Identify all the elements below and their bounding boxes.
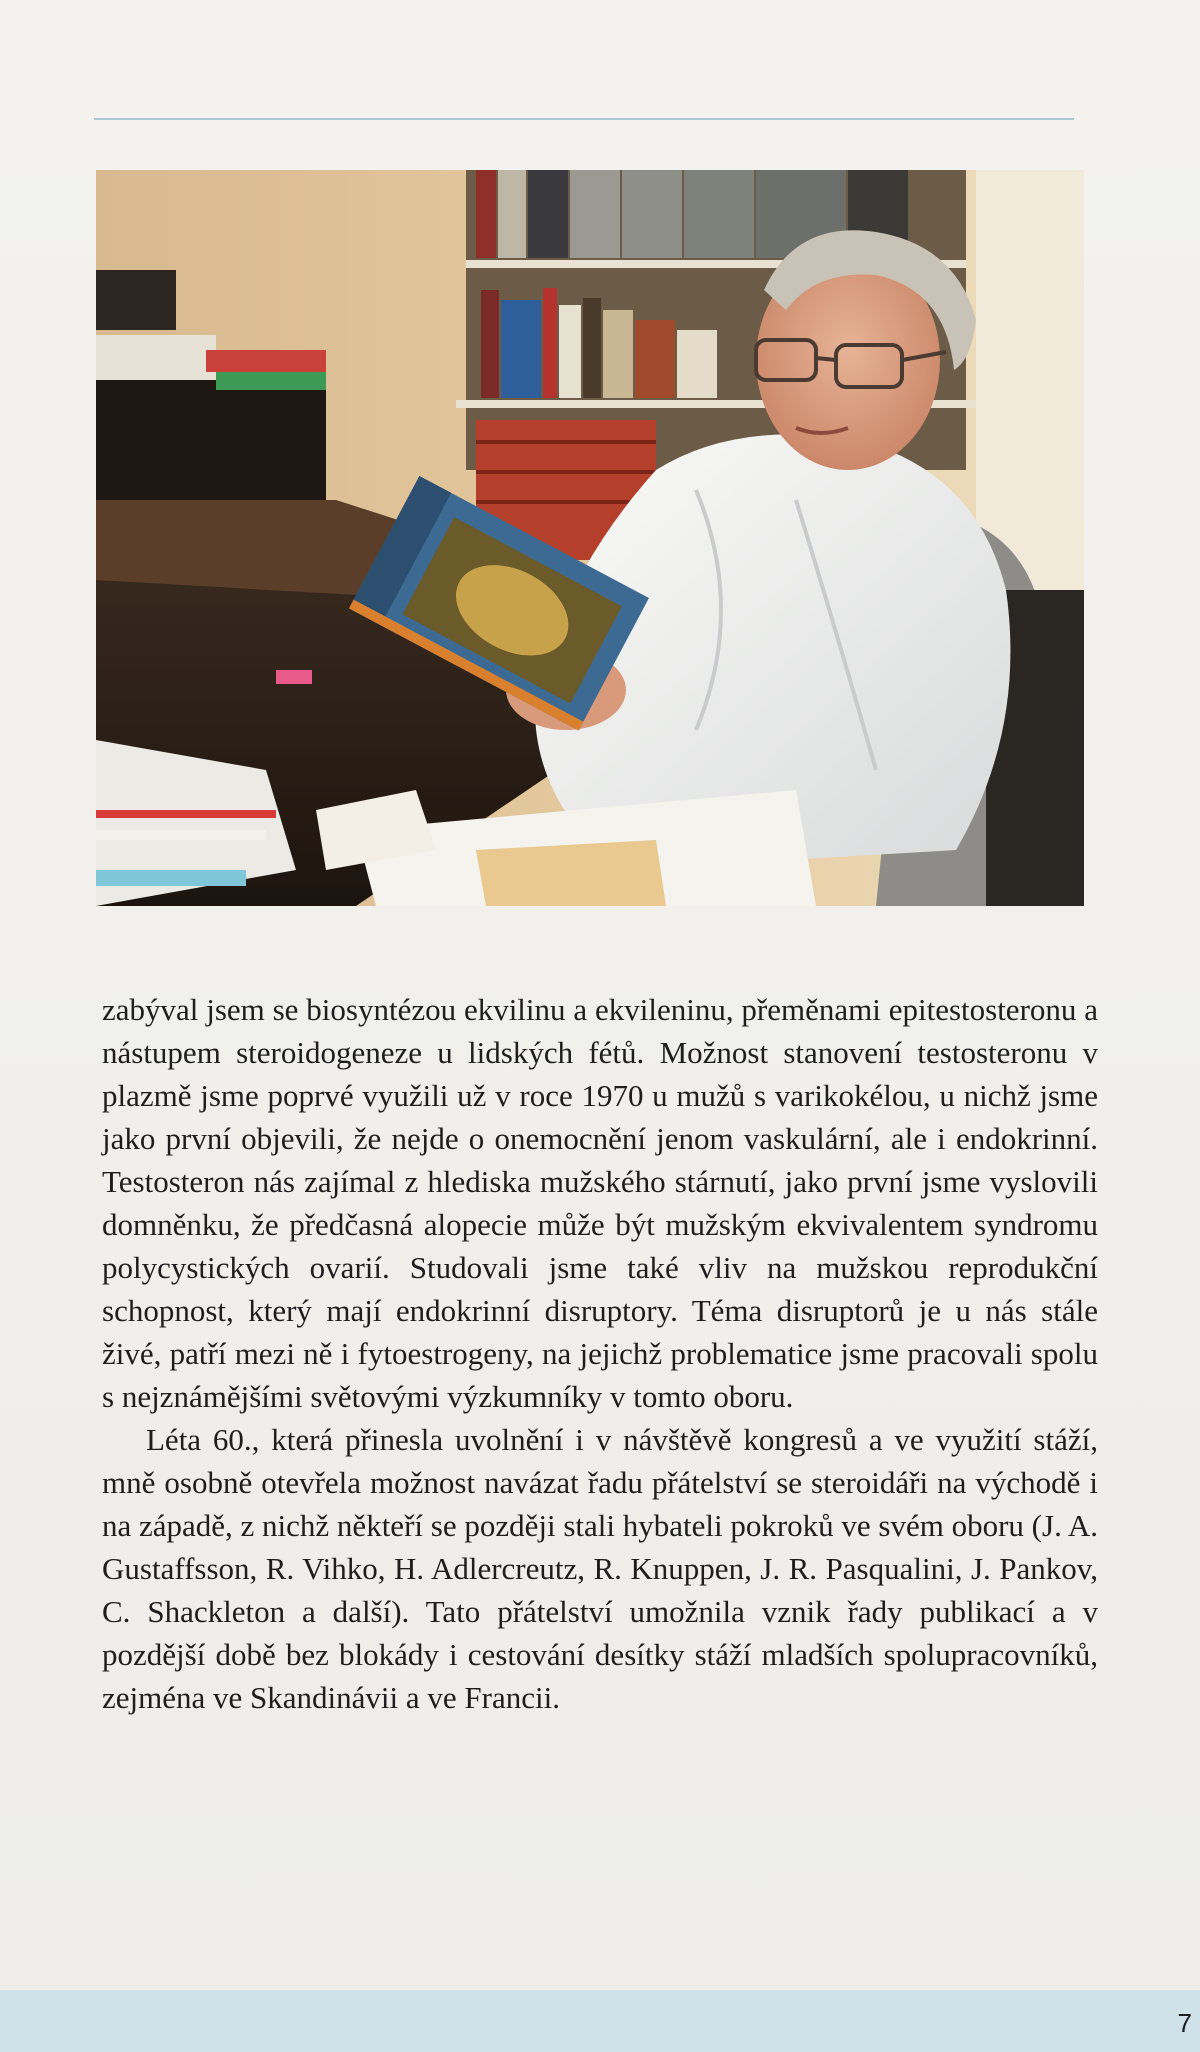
- body-text: [102, 988, 1098, 1719]
- top-divider-rule: [94, 118, 1074, 120]
- paragraph-2: Léta 60., která přinesla uvolnění i v návštěvě kongresů a ve využití stáží, mně osobně otevřela možnost navázat řadu přátelství se steroidáři na východě i na západě, z nichž někteří se později stali hybateli pokroků ve svém oboru (J. A. Gustaffsson, R. Vihko, H. Adlercreutz, R. Knuppen, J. R. Pasqualini, J. Pankov, C. Shackleton a další). Tato přátelství umožnila vznik řady publikací a v pozdější době bez blokády i cestování desítky stáží mladších spolupracovníků, zejména ve Skandinávii a ve Francii.: [102, 1422, 1098, 1715]
- footer-band: [0, 1990, 1200, 2052]
- paragraph-1: zabýval jsem se biosyntézou ekvilinu a ekvileninu, přeměnami epitestosteronu a nástupem steroidogeneze u lidských fétů. Možnost stanovení testosteronu v plazmě jsme poprvé využili už v roce 1970 u mužů s varikokélou, u nichž jsme jako první objevili, že nejde o onemocnění jenom vaskulární, ale i endokrinní. Testosteron nás zajímal z hlediska mužského stárnutí, jako první jsme vyslovili domněnku, že předčasná alopecie může být mužským ekvivalentem syndromu polycystických ovarií. Studovali jsme také vliv na mužskou reprodukční schopnost, který mají endokrinní disruptory. Téma disruptorů je u nás stále živé, patří mezi ně i fytoestrogeny, na jejichž problematice jsme pracovali spolu s nejznámějšími světovými výzkumníky v tomto oboru.: [102, 992, 1098, 1414]
- portrait-photo: [96, 170, 1084, 906]
- right-wall: [976, 170, 1084, 590]
- page-number: 7: [1177, 2008, 1192, 2038]
